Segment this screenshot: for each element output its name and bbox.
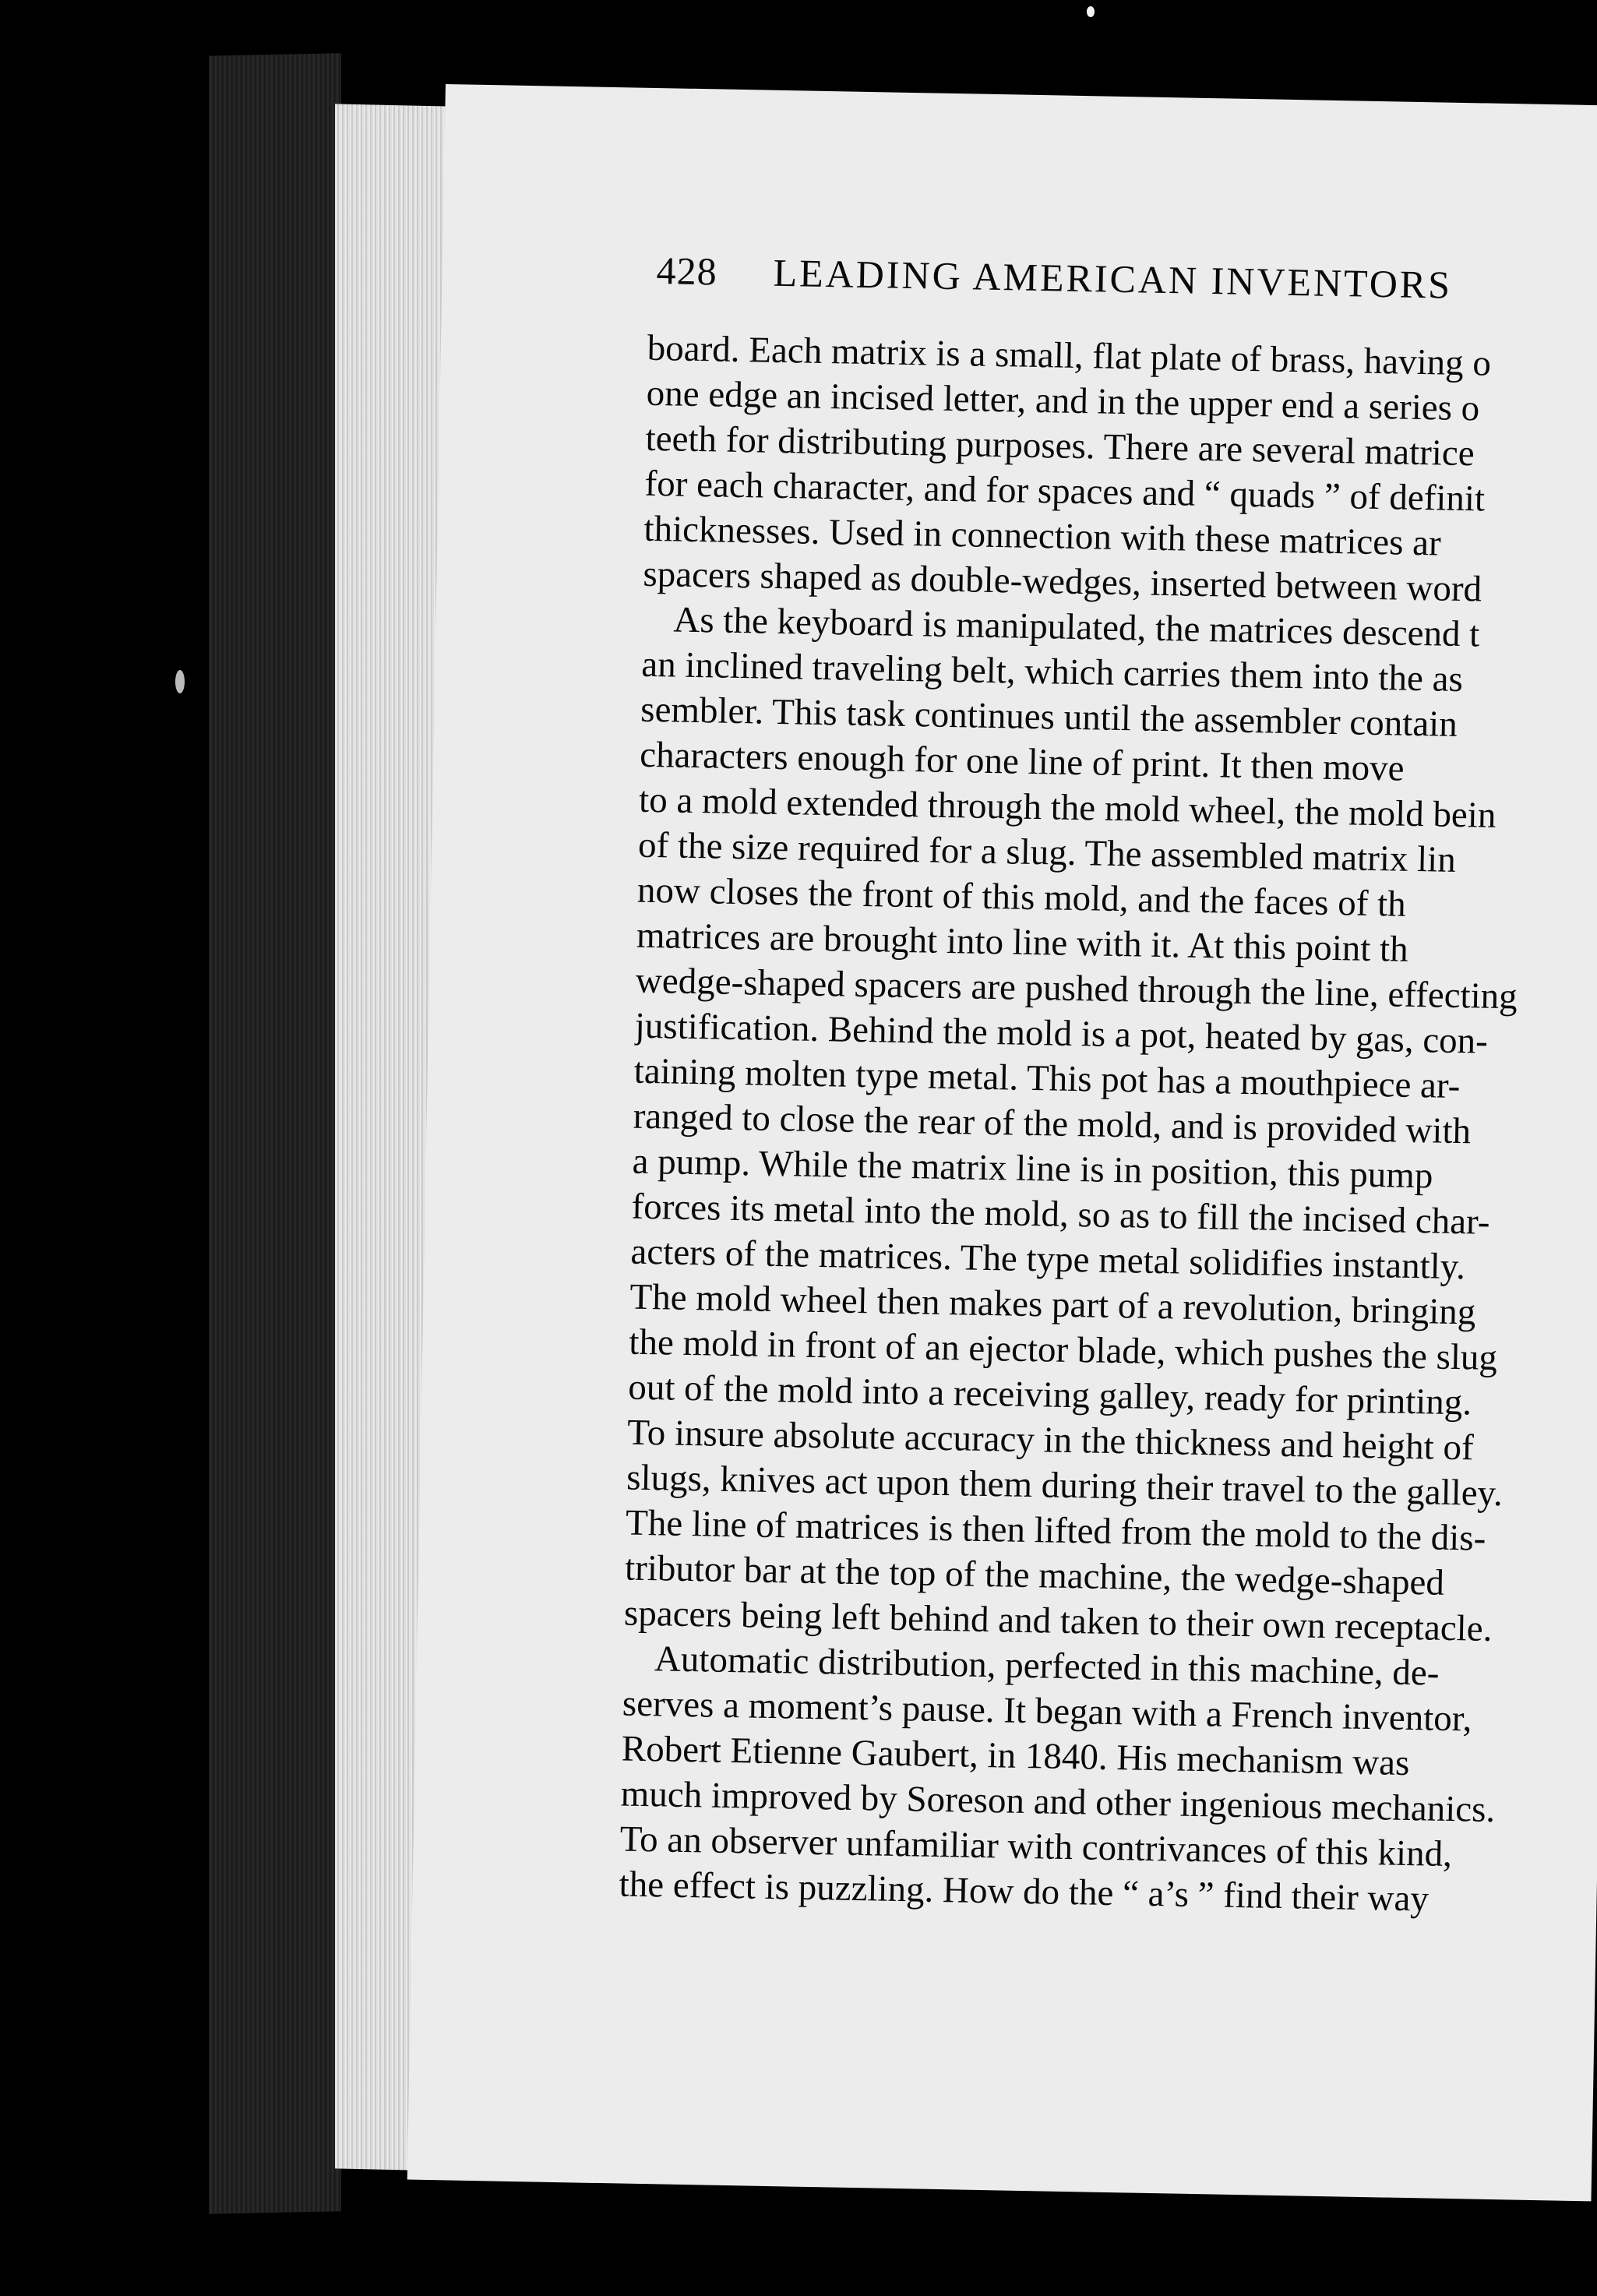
scan-speck xyxy=(175,670,185,693)
page-number: 428 xyxy=(656,249,718,294)
text-line: spacers shaped as double-wedges, inserted between word xyxy=(643,553,1482,610)
book-page xyxy=(407,84,1597,2201)
text-line: The mold wheel then makes part of a revolution, bringing xyxy=(629,1276,1476,1333)
text-line: ranged to close the rear of the mold, and is provided with xyxy=(633,1095,1472,1152)
text-line: The line of matrices is then lifted from the mold to the dis- xyxy=(625,1502,1486,1559)
text-line: serves a moment’s pause. It began with a French inventor, xyxy=(622,1683,1472,1740)
text-line: to a mold extended through the mold wheel, the mold bein xyxy=(638,779,1497,836)
running-title: LEADING AMERICAN INVENTORS xyxy=(773,250,1453,307)
text-line: the mold in front of an ejector blade, which pushes the slug xyxy=(628,1321,1498,1379)
scan-speck xyxy=(1087,6,1095,17)
text-line: characters enough for one line of print. It then move xyxy=(639,734,1405,789)
text-line: much improved by Soreson and other ingenious mechanics. xyxy=(620,1773,1496,1831)
text-line: now closes the front of this mold, and the faces of th xyxy=(636,869,1407,925)
text-line: To an observer unfamiliar with contrivances of this kind, xyxy=(619,1818,1453,1875)
text-line: sembler. This task continues until the assembler contain xyxy=(640,689,1458,745)
text-line: tributor bar at the top of the machine, the wedge-shaped xyxy=(624,1547,1445,1603)
text-line: justification. Behind the mold is a pot, heated by gas, con- xyxy=(634,1005,1489,1062)
text-line: Robert Etienne Gaubert, in 1840. His mechanism was xyxy=(621,1728,1410,1784)
text-line: of the size required for a slug. The assembled matrix lin xyxy=(637,824,1457,880)
text-line: out of the mold into a receiving galley, ready for printing. xyxy=(627,1367,1472,1423)
text-line: forces its metal into the mold, so as to fill the incised char- xyxy=(631,1186,1490,1243)
running-head xyxy=(656,248,1597,312)
text-line: one edge an incised letter, and in the upper end a series o xyxy=(646,372,1480,429)
text-line: taining molten type metal. This pot has a mouthpiece ar- xyxy=(633,1050,1461,1107)
text-line: an inclined traveling belt, which carries them into the as xyxy=(640,644,1464,700)
text-line: spacers being left behind and taken to their own receptacle. xyxy=(623,1592,1493,1649)
text-line: for each character, and for spaces and “ quads ” of definit xyxy=(644,463,1486,520)
text-line: matrices are brought into line with it. At this point th xyxy=(636,915,1409,970)
text-line: slugs, knives act upon them during their travel to the galley. xyxy=(626,1457,1504,1515)
text-line: teeth for distributing purposes. There are several matrice xyxy=(645,418,1475,474)
text-line: wedge-shaped spacers are pushed through the line, effecting xyxy=(635,960,1518,1018)
text-line: Automatic distribution, perfected in this machine, de- xyxy=(654,1638,1440,1694)
text-line: board. Each matrix is a small, flat plate of brass, having o xyxy=(647,327,1492,384)
body-text xyxy=(619,326,1597,1927)
text-line: the effect is puzzling. How do the “ a’s ” find their way xyxy=(619,1864,1430,1920)
text-line: thicknesses. Used in connection with these matrices ar xyxy=(643,508,1442,564)
text-line: acters of the matrices. The type metal solidifies instantly. xyxy=(630,1231,1466,1288)
text-line: To insure absolute accuracy in the thickness and height of xyxy=(626,1412,1475,1469)
book-spine-edge xyxy=(209,53,341,2214)
text-line: a pump. While the matrix line is in position, this pump xyxy=(632,1141,1433,1197)
text-line: As the keyboard is manipulated, the matrices descend t xyxy=(672,599,1480,655)
